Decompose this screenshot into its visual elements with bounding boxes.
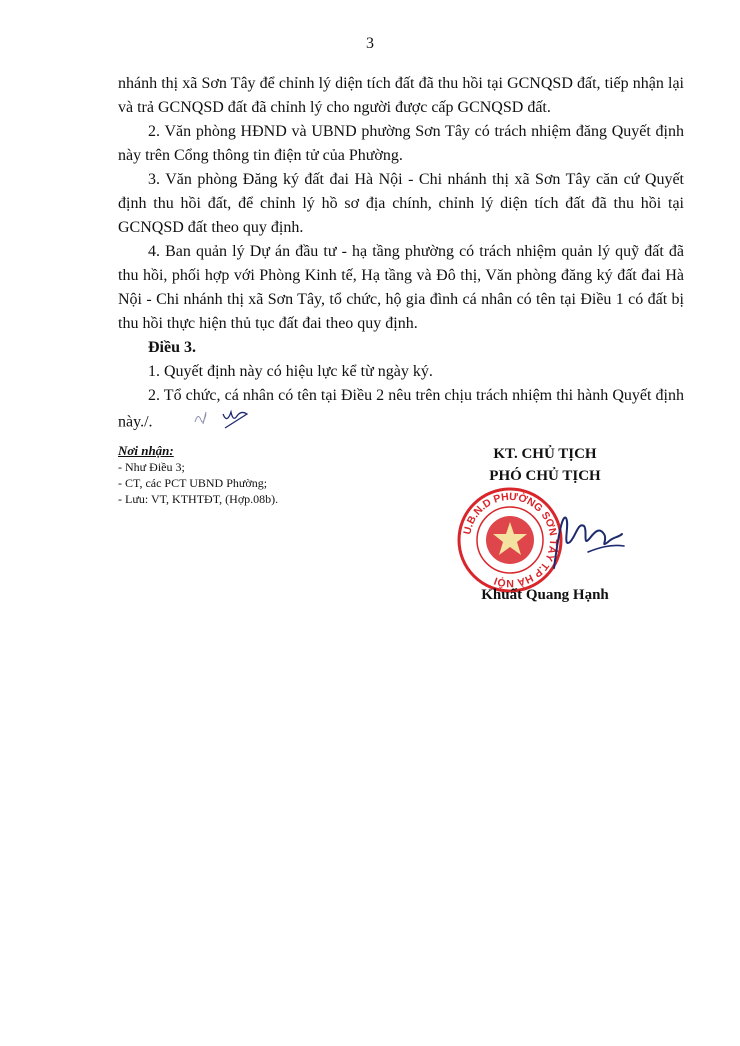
- paragraph-item-2: 2. Văn phòng HĐND và UBND phường Sơn Tây có trách nhiệm đăng Quyết định này trên Cổng thông tin điện tử của Phường.: [118, 123, 684, 164]
- recipient-item: - Lưu: VT, KTHTĐT, (Hợp.08b).: [118, 492, 279, 506]
- paragraph-item-3: 3. Văn phòng Đăng ký đất đai Hà Nội - Chi nhánh thị xã Sơn Tây căn cứ Quyết định thu hồi đất, để chỉnh lý hồ sơ địa chính, chỉnh lý diện tích đất đã thu hồi tại GCNQSD đất theo quy định.: [118, 171, 684, 236]
- paragraph-item-4: 4. Ban quản lý Dự án đầu tư - hạ tầng phường có trách nhiệm quản lý quỹ đất đã thu hồi, phối hợp với Phòng Kinh tế, Hạ tầng và Đô thị, Văn phòng đăng ký đất đai Hà Nội - Chi nhánh thị xã Sơn Tây, tổ chức, hộ gia đình cá nhân có tên tại Điều 1 có đất bị thu hồi thực hiện thủ tục đất đai theo quy định.: [118, 243, 684, 332]
- recipients-title: Nơi nhận:: [118, 443, 174, 458]
- initials-signature: [161, 408, 261, 438]
- article-3-item-2-text: 2. Tổ chức, cá nhân có tên tại Điều 2 nêu trên chịu trách nhiệm thi hành Quyết định này./.: [118, 387, 684, 431]
- paragraph-continuation: nhánh thị xã Sơn Tây để chỉnh lý diện tích đất đã thu hồi tại GCNQSD đất, tiếp nhận lại và trả GCNQSD đất đã chỉnh lý cho người được cấp GCNQSD đất.: [118, 75, 684, 116]
- handwritten-signature: [548, 508, 628, 572]
- page-number: 3: [366, 35, 374, 52]
- signature-title-line1: KT. CHỦ TỊCH: [493, 446, 597, 462]
- article-3-heading: Điều 3.: [148, 339, 196, 356]
- signature-title-block: [440, 443, 650, 487]
- article-3-item-1: 1. Quyết định này có hiệu lực kể từ ngày ký.: [148, 363, 433, 380]
- recipient-item: - CT, các PCT UBND Phường;: [118, 476, 268, 490]
- recipient-item: - Như Điều 3;: [118, 460, 185, 474]
- document-body: [118, 72, 684, 438]
- article-3-item-2: [118, 384, 684, 438]
- signature-title-line2: PHÓ CHỦ TỊCH: [489, 468, 601, 484]
- signer-name: Khuất Quang Hạnh: [481, 587, 609, 603]
- svg-text:U.B.N.D PHƯỜNG SƠN TÂY T.P HÀ: U.B.N.D PHƯỜNG SƠN TÂY T.P HÀ NỘI: [461, 490, 560, 590]
- recipients-list: [118, 443, 378, 507]
